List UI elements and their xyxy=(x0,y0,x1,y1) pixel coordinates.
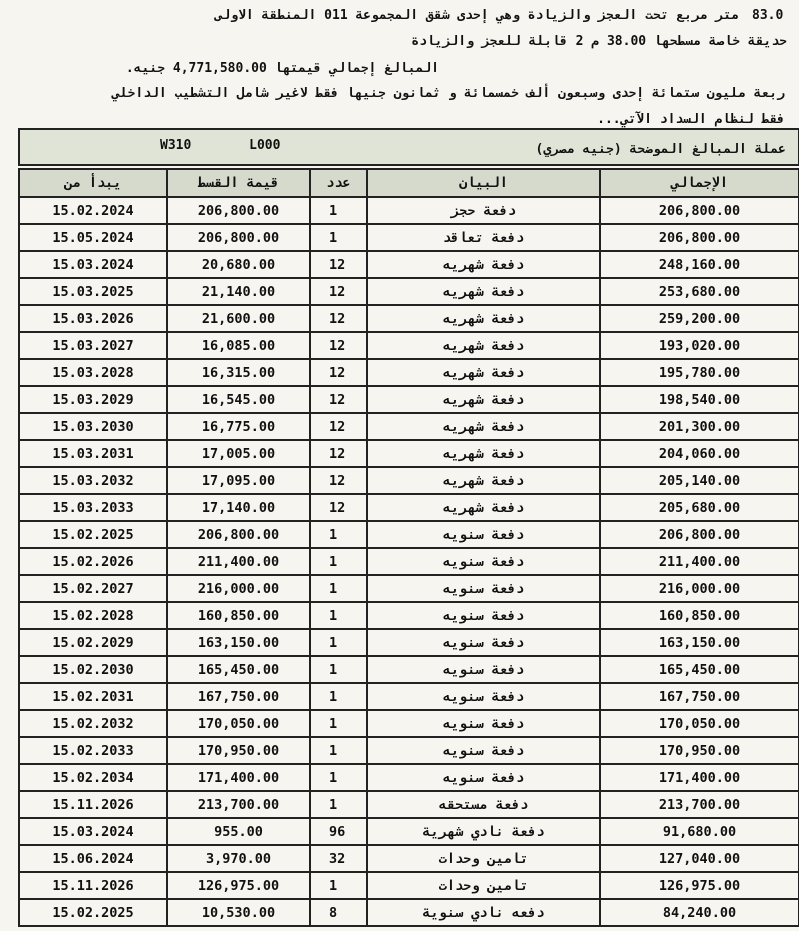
cell-installment: 16,545.00 xyxy=(167,386,310,413)
cell-installment: 160,850.00 xyxy=(167,602,310,629)
header-line-5-text: فقط لنظام السداد الآتي... xyxy=(597,112,785,127)
cell-total: 170,050.00 xyxy=(600,710,799,737)
cell-count: 1 xyxy=(310,224,367,251)
cell-start: 15.02.2030 xyxy=(19,656,167,683)
cell-installment: 206,800.00 xyxy=(167,224,310,251)
cell-total: 205,140.00 xyxy=(600,467,799,494)
cell-total: 204,060.00 xyxy=(600,440,799,467)
cell-start: 15.03.2026 xyxy=(19,305,167,332)
header-line-3-text: المبالغ إجمالي قيمتها 4,771,580.00 جنيه. xyxy=(125,61,439,76)
cell-start: 15.02.2027 xyxy=(19,575,167,602)
cell-count: 12 xyxy=(310,440,367,467)
cell-total: 213,700.00 xyxy=(600,791,799,818)
cell-count: 12 xyxy=(310,278,367,305)
cell-installment: 211,400.00 xyxy=(167,548,310,575)
cell-start: 15.02.2034 xyxy=(19,764,167,791)
table-row xyxy=(19,845,799,872)
cell-count: 1 xyxy=(310,197,367,224)
cell-start: 15.06.2024 xyxy=(19,845,167,872)
table-row xyxy=(19,332,799,359)
cell-total: 195,780.00 xyxy=(600,359,799,386)
table-row xyxy=(19,602,799,629)
cell-count: 32 xyxy=(310,845,367,872)
table-row xyxy=(19,764,799,791)
cell-count: 1 xyxy=(310,710,367,737)
cell-installment: 17,005.00 xyxy=(167,440,310,467)
cell-installment: 163,150.00 xyxy=(167,629,310,656)
cell-installment: 206,800.00 xyxy=(167,521,310,548)
cell-installment: 213,700.00 xyxy=(167,791,310,818)
cell-installment: 206,800.00 xyxy=(167,197,310,224)
cell-installment: 16,315.00 xyxy=(167,359,310,386)
payment-schedule-table xyxy=(18,168,799,927)
cell-total: 126,975.00 xyxy=(600,872,799,899)
cell-description: تامين وحدات xyxy=(367,872,600,899)
cell-installment: 171,400.00 xyxy=(167,764,310,791)
unit-codes xyxy=(160,138,330,153)
currency-label: عملة المبالغ الموضحة (جنيه مصري) xyxy=(535,142,786,157)
cell-total: 259,200.00 xyxy=(600,305,799,332)
cell-total: 206,800.00 xyxy=(600,197,799,224)
col-header-description: البيان xyxy=(367,169,600,197)
table-row xyxy=(19,386,799,413)
header-line-2-text: حديقة خاصة مسطحها 38.00 م 2 قابلة للعجز والزيادة xyxy=(411,34,787,49)
cell-description: دفعة مستحقه xyxy=(367,791,600,818)
table-row xyxy=(19,224,799,251)
cell-description: دفعة نادي شهرية xyxy=(367,818,600,845)
cell-total: 216,000.00 xyxy=(600,575,799,602)
header-line-4-text: ربعة مليون ستمائة إحدى وسبعون ألف خمسمائة و ثمانون جنيها فقط لاغير شامل التشطيب الداخلي xyxy=(111,86,785,101)
cell-total: 91,680.00 xyxy=(600,818,799,845)
cell-description: تامين وحدات xyxy=(367,845,600,872)
cell-start: 15.02.2026 xyxy=(19,548,167,575)
cell-installment: 955.00 xyxy=(167,818,310,845)
cell-start: 15.03.2028 xyxy=(19,359,167,386)
cell-count: 1 xyxy=(310,737,367,764)
cell-count: 1 xyxy=(310,764,367,791)
cell-count: 1 xyxy=(310,629,367,656)
cell-total: 165,450.00 xyxy=(600,656,799,683)
cell-count: 12 xyxy=(310,413,367,440)
cell-start: 15.03.2027 xyxy=(19,332,167,359)
cell-total: 253,680.00 xyxy=(600,278,799,305)
cell-description: دفعة شهريه xyxy=(367,251,600,278)
cell-total: 211,400.00 xyxy=(600,548,799,575)
col-header-installment: قيمة القسط xyxy=(167,169,310,197)
col-header-total: الإجمالي xyxy=(600,169,799,197)
cell-start: 15.03.2031 xyxy=(19,440,167,467)
cell-count: 1 xyxy=(310,521,367,548)
cell-installment: 126,975.00 xyxy=(167,872,310,899)
cell-description: دفعة شهريه xyxy=(367,359,600,386)
cell-start: 15.05.2024 xyxy=(19,224,167,251)
cell-description: دفعة سنويه xyxy=(367,656,600,683)
cell-description: دفعة سنويه xyxy=(367,629,600,656)
cell-installment: 216,000.00 xyxy=(167,575,310,602)
cell-total: 163,150.00 xyxy=(600,629,799,656)
cell-description: دفعة شهريه xyxy=(367,332,600,359)
cell-total: 127,040.00 xyxy=(600,845,799,872)
cell-installment: 167,750.00 xyxy=(167,683,310,710)
cell-installment: 10,530.00 xyxy=(167,899,310,926)
cell-description: دفعة سنويه xyxy=(367,575,600,602)
cell-installment: 16,775.00 xyxy=(167,413,310,440)
table-row xyxy=(19,710,799,737)
cell-start: 15.02.2031 xyxy=(19,683,167,710)
cell-count: 96 xyxy=(310,818,367,845)
table-row xyxy=(19,359,799,386)
cell-count: 1 xyxy=(310,791,367,818)
table-row xyxy=(19,656,799,683)
table-row xyxy=(19,872,799,899)
cell-description: دفعة تعاقد xyxy=(367,224,600,251)
area-value: 83.0 xyxy=(752,8,784,23)
cell-installment: 170,950.00 xyxy=(167,737,310,764)
cell-count: 12 xyxy=(310,332,367,359)
cell-start: 15.02.2025 xyxy=(19,521,167,548)
cell-start: 15.02.2028 xyxy=(19,602,167,629)
table-row xyxy=(19,251,799,278)
cell-start: 15.03.2032 xyxy=(19,467,167,494)
cell-start: 15.02.2025 xyxy=(19,899,167,926)
unit-code-1: W310 xyxy=(160,138,192,153)
cell-count: 12 xyxy=(310,251,367,278)
cell-count: 12 xyxy=(310,386,367,413)
cell-installment: 21,600.00 xyxy=(167,305,310,332)
cell-description: دفعة سنويه xyxy=(367,602,600,629)
cell-start: 15.03.2030 xyxy=(19,413,167,440)
cell-description: دفعة سنويه xyxy=(367,710,600,737)
cell-start: 15.02.2029 xyxy=(19,629,167,656)
cell-start: 15.02.2024 xyxy=(19,197,167,224)
cell-description: دفعة حجز xyxy=(367,197,600,224)
cell-count: 8 xyxy=(310,899,367,926)
col-header-start: يبدأ من xyxy=(19,169,167,197)
table-row xyxy=(19,278,799,305)
cell-total: 170,950.00 xyxy=(600,737,799,764)
cell-count: 12 xyxy=(310,467,367,494)
cell-installment: 21,140.00 xyxy=(167,278,310,305)
table-row xyxy=(19,683,799,710)
cell-installment: 170,050.00 xyxy=(167,710,310,737)
cell-total: 201,300.00 xyxy=(600,413,799,440)
cell-description: دفعة شهريه xyxy=(367,440,600,467)
table-row xyxy=(19,197,799,224)
cell-description: دفعة شهريه xyxy=(367,305,600,332)
cell-total: 206,800.00 xyxy=(600,521,799,548)
table-row xyxy=(19,791,799,818)
table-row xyxy=(19,629,799,656)
col-header-count: عدد xyxy=(310,169,367,197)
cell-description: دفعه نادي سنوية xyxy=(367,899,600,926)
cell-count: 12 xyxy=(310,305,367,332)
cell-description: دفعة سنويه xyxy=(367,521,600,548)
table-row xyxy=(19,467,799,494)
cell-total: 248,160.00 xyxy=(600,251,799,278)
cell-count: 1 xyxy=(310,602,367,629)
currency-band xyxy=(18,128,799,166)
cell-installment: 17,095.00 xyxy=(167,467,310,494)
cell-description: دفعة سنويه xyxy=(367,737,600,764)
cell-total: 160,850.00 xyxy=(600,602,799,629)
cell-installment: 165,450.00 xyxy=(167,656,310,683)
cell-description: دفعة شهريه xyxy=(367,278,600,305)
cell-description: دفعة سنويه xyxy=(367,683,600,710)
cell-description: دفعة سنويه xyxy=(367,764,600,791)
cell-description: دفعة شهريه xyxy=(367,494,600,521)
cell-count: 1 xyxy=(310,548,367,575)
cell-description: دفعة شهريه xyxy=(367,386,600,413)
cell-start: 15.03.2033 xyxy=(19,494,167,521)
cell-count: 12 xyxy=(310,494,367,521)
table-body xyxy=(19,197,799,926)
cell-description: دفعة شهريه xyxy=(367,413,600,440)
cell-start: 15.11.2026 xyxy=(19,872,167,899)
cell-description: دفعة شهريه xyxy=(367,467,600,494)
cell-total: 206,800.00 xyxy=(600,224,799,251)
table-header-row xyxy=(19,169,799,197)
cell-total: 198,540.00 xyxy=(600,386,799,413)
cell-start: 15.03.2029 xyxy=(19,386,167,413)
cell-installment: 17,140.00 xyxy=(167,494,310,521)
table-row xyxy=(19,413,799,440)
cell-start: 15.11.2026 xyxy=(19,791,167,818)
table-row xyxy=(19,494,799,521)
cell-total: 171,400.00 xyxy=(600,764,799,791)
table-row xyxy=(19,440,799,467)
cell-start: 15.03.2025 xyxy=(19,278,167,305)
cell-count: 12 xyxy=(310,359,367,386)
table-row xyxy=(19,737,799,764)
table-row xyxy=(19,818,799,845)
cell-count: 1 xyxy=(310,575,367,602)
cell-start: 15.03.2024 xyxy=(19,818,167,845)
cell-count: 1 xyxy=(310,683,367,710)
table-row xyxy=(19,548,799,575)
header-line-1-text: متر مربع تحت العجز والزيادة وهي إحدى شقق المجموعة 011 المنطقة الاولى xyxy=(214,8,739,23)
cell-count: 1 xyxy=(310,656,367,683)
cell-description: دفعة سنويه xyxy=(367,548,600,575)
cell-count: 1 xyxy=(310,872,367,899)
table-row xyxy=(19,305,799,332)
cell-total: 193,020.00 xyxy=(600,332,799,359)
cell-total: 167,750.00 xyxy=(600,683,799,710)
table-row xyxy=(19,899,799,926)
cell-start: 15.02.2032 xyxy=(19,710,167,737)
cell-total: 84,240.00 xyxy=(600,899,799,926)
cell-total: 205,680.00 xyxy=(600,494,799,521)
table-row xyxy=(19,575,799,602)
table-row xyxy=(19,521,799,548)
cell-start: 15.02.2033 xyxy=(19,737,167,764)
cell-installment: 16,085.00 xyxy=(167,332,310,359)
cell-installment: 20,680.00 xyxy=(167,251,310,278)
cell-start: 15.03.2024 xyxy=(19,251,167,278)
cell-installment: 3,970.00 xyxy=(167,845,310,872)
unit-code-2: L000 xyxy=(249,138,281,153)
